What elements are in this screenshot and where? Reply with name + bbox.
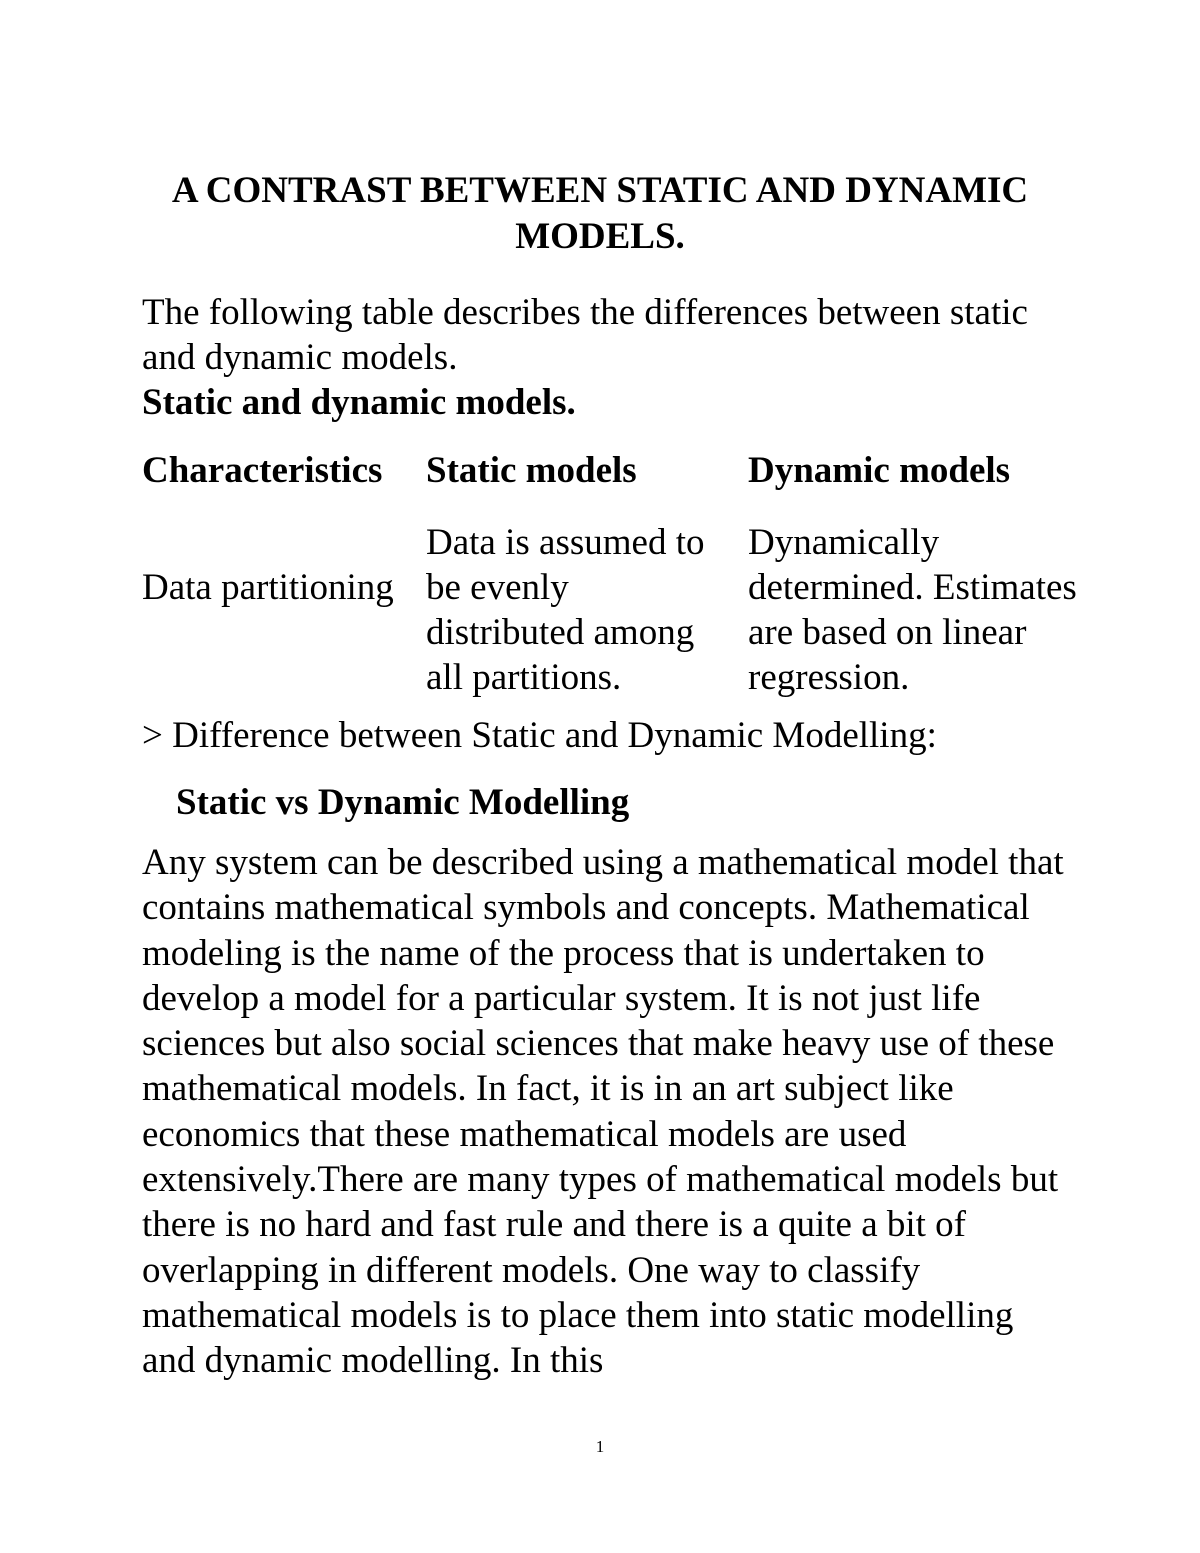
body-paragraph: Any system can be described using a mathematical model that contains mathematical symbols and concepts. Mathematical modeling is the name of the process that is undertaken to develop a model for a particular system. It is not just life sciences but also social sciences that make heavy use of these mathematical models. In fact, it is in an art subject like economics that these mathematical models are used extensively.There are many types of mathematical models but there is no hard and fast rule and there is a quite a bit of overlapping in different models. One way to classify mathematical models is to place them into static modelling and dynamic modelling. In this: [142, 842, 1064, 1382]
table-caption: Static and dynamic models.: [142, 382, 576, 423]
intro-paragraph: The following table describes the differences between static and dynamic models.: [142, 292, 1028, 378]
table-cell-static: Data is assumed to be evenly distributed among all partitions.: [426, 522, 705, 698]
table-header-dynamic-models: Dynamic models: [748, 450, 1011, 491]
table-header-characteristics: Characteristics: [142, 450, 383, 491]
difference-line: > Difference between Static and Dynamic Modelling:: [142, 715, 937, 756]
table-cell-dynamic: Dynamically determined. Estimates are based on linear regression.: [748, 522, 1077, 698]
comparison-table: [142, 448, 1082, 698]
table-header-static-models: Static models: [426, 450, 637, 491]
page-number: 1: [595, 1437, 605, 1456]
section-heading: Static vs Dynamic Modelling: [176, 782, 630, 823]
document-title: A CONTRAST BETWEEN STATIC AND DYNAMIC MODELS.: [171, 170, 1029, 257]
table-cell-characteristic: Data partitioning: [142, 567, 394, 608]
